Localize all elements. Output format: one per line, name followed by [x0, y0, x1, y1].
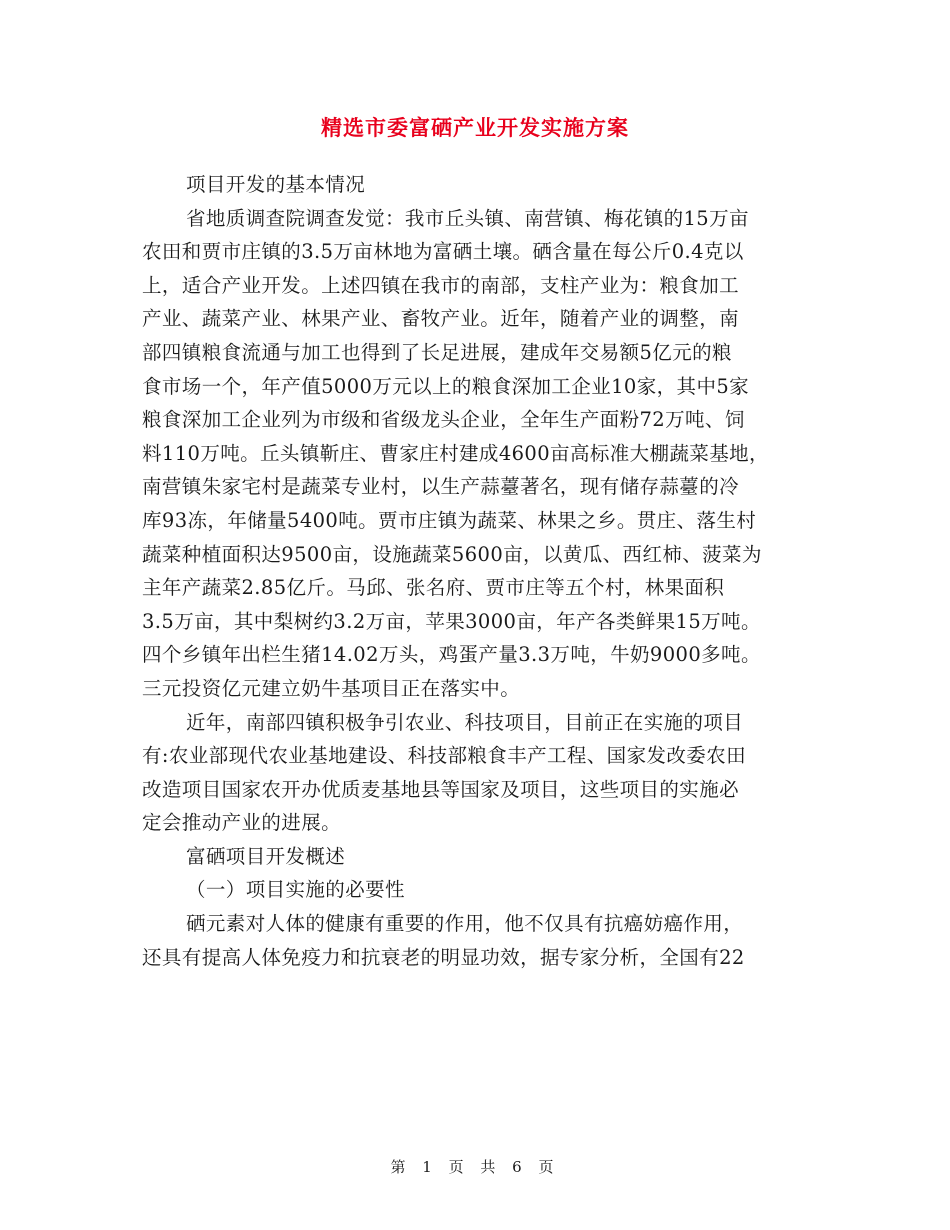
paragraph-line: 省地质调查院调查发觉：我市丘头镇、南营镇、梅花镇的15万亩 [186, 206, 749, 230]
section-heading: 项目开发的基本情况 [186, 173, 366, 196]
paragraph-line: 上，适合产业开发。上述四镇在我市的南部，支柱产业为：粮食加工 [142, 273, 740, 297]
paragraph-line: 蔬菜种植面积达9500亩，设施蔬菜5600亩，以黄瓜、西红柿、菠菜为 [142, 542, 762, 566]
paragraph-line: 料110万吨。丘头镇靳庄、曹家庄村建成4600亩高标准大棚蔬菜基地， [142, 441, 769, 465]
document-title: 精选市委富硒产业开发实施方案 [321, 115, 629, 140]
paragraph-line: 还具有提高人体免疫力和抗衰老的明显功效，据专家分析，全国有22 [142, 945, 745, 969]
paragraph-line: 三元投资亿元建立奶牛基项目正在落实中。 [142, 676, 521, 700]
paragraph-line: 近年，南部四镇积极争引农业、科技项目，目前正在实施的项目 [186, 710, 744, 734]
paragraph-line: 粮食深加工企业列为市级和省级龙头企业，全年生产面粉72万吨、饲 [142, 408, 745, 432]
paragraph-line: 南营镇朱家宅村是蔬菜专业村，以生产蒜薹著名，现有储存蒜薹的冷 [142, 475, 740, 499]
paragraph-line: 部四镇粮食流通与加工也得到了长足进展，建成年交易额5亿元的粮 [142, 340, 732, 364]
paragraph-line: 食市场一个，年产值5000万元以上的粮食深加工企业10家，其中5家 [142, 374, 750, 398]
paragraph-line: 硒元素对人体的健康有重要的作用，他不仅具有抗癌妨癌作用， [186, 912, 744, 936]
page-number-footer: 第 1 页 共 6 页 [390, 1158, 560, 1176]
paragraph-line: 主年产蔬菜2.85亿斤。马邱、张名府、贾市庄等五个村，林果面积 [142, 576, 725, 600]
paragraph-line: 产业、蔬菜产业、林果产业、畜牧产业。近年，随着产业的调整，南 [142, 307, 740, 331]
subsection-heading: （一）项目实施的必要性 [186, 878, 405, 902]
document-body [142, 168, 810, 974]
paragraph-line: 四个乡镇年出栏生猪14.02万头，鸡蛋产量3.3万吨，牛奶9000多吨。 [142, 643, 761, 667]
paragraph-line: 改造项目国家农开办优质麦基地县等国家及项目，这些项目的实施必 [142, 777, 740, 801]
paragraph-line: 农田和贾市庄镇的3.5万亩林地为富硒土壤。硒含量在每公斤0.4克以 [142, 240, 744, 264]
paragraph-line: 定会推动产业的进展。 [142, 811, 342, 835]
paragraph-line: 有:农业部现代农业基地建设、科技部粮食丰产工程、国家发改委农田 [142, 744, 746, 768]
section-heading: 富硒项目开发概述 [186, 844, 346, 868]
paragraph-line: 库93冻，年储量5400吨。贾市庄镇为蔬菜、林果之乡。贯庄、落生村 [142, 508, 757, 532]
paragraph-line: 3.5万亩，其中梨树约3.2万亩，苹果3000亩，年产各类鲜果15万吨。 [142, 609, 761, 633]
